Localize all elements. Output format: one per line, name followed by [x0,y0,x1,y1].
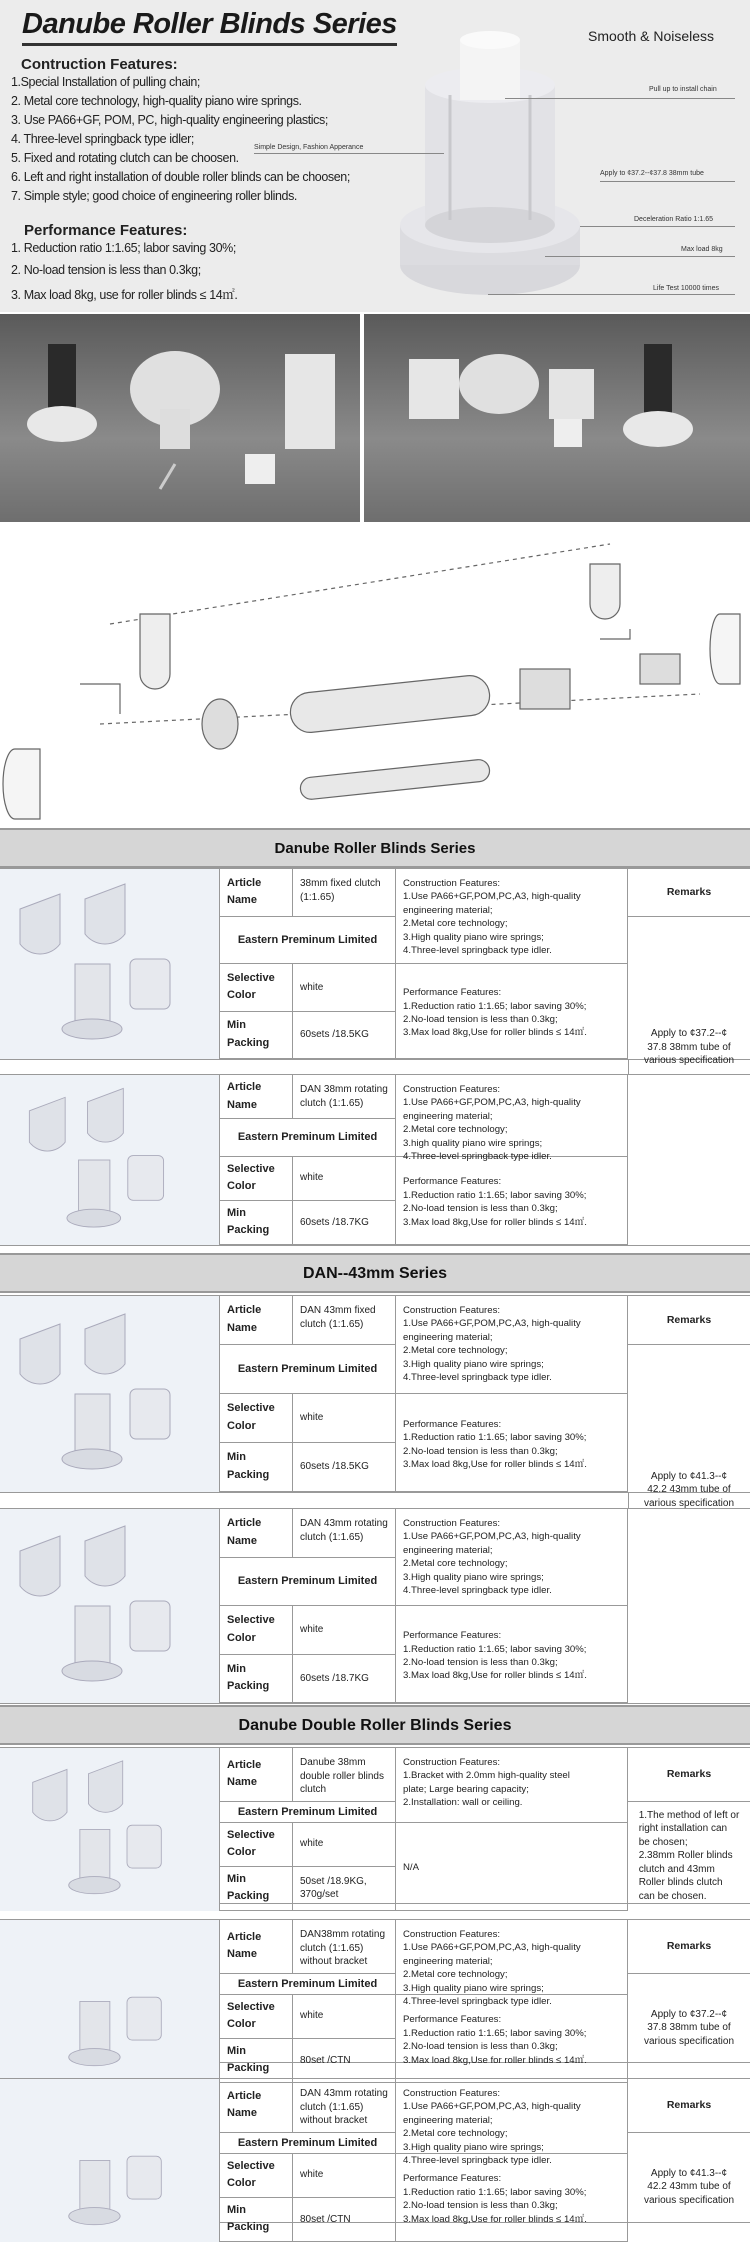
section-header: DAN--43mm Series [0,1253,750,1293]
article-name-label: Article Name [220,2079,293,2133]
construction-item: 5. Fixed and rotating clutch can be choosen. [11,151,239,165]
performance-features: Performance Features: 1.Reduction ratio 1:1.65; labor saving 30%; 2.No-load tension is less than 0.3kg; 3.Max load 8kg,Use for roller blinds ≤ 14㎡. [396,1394,628,1492]
remarks-body: Apply to ¢37.2--¢ 37.8 38mm tube of various specification [643,2008,735,2047]
remarks-header: Remarks [628,869,750,917]
min-packing-label: Min Packing [220,2039,293,2083]
construction-item: 4. Three-level springback type idler; [11,132,194,146]
article-name-value: 38mm fixed clutch (1:1.65) [293,869,396,917]
performance-item: 3. Max load 8kg, use for roller blinds ≤ 14㎡. [11,288,238,302]
construction-item: 6. Left and right installation of double roller blinds can be choosen; [11,170,350,184]
remarks-header: Remarks [628,1296,750,1345]
selective-color-label: Selective Color [220,2154,293,2198]
product-row [0,1508,750,1704]
product-row [0,2078,750,2234]
article-name-value: DAN 38mm rotating clutch (1:1.65) [293,1075,396,1119]
min-packing-label: Min Packing [220,1443,293,1492]
article-name-label: Article Name [220,1920,293,1974]
construction-features: Construction Features: 1.Use PA66+GF,POM,PC,A3, high-quality engineering material; 2.Metal core technology; 3.High quality piano wire springs; 4.Three-level springback type idler. [396,1509,628,1606]
product-image [0,1920,220,2083]
selective-color-value: white [293,1157,396,1201]
selective-color-label: Selective Color [220,1995,293,2039]
construction-features: Construction Features: 1.Use PA66+GF,POM,PC,A3, high-quality engineering material; 2.Metal core technology; 3.High quality piano wire springs; 4.Three-level springback type idler. [396,1920,628,1995]
product-row [0,1747,750,1904]
min-packing-value: 60sets /18.7KG [293,1655,396,1704]
performance-features: Performance Features: 1.Reduction ratio 1:1.65; labor saving 30%; 2.No-load tension is less than 0.3kg; 3.Max load 8kg,Use for roller blinds ≤ 14㎡. [396,1157,628,1245]
article-name-value: DAN 43mm rotating clutch (1:1.65) without bracket [293,2079,396,2133]
construction-item: 3. Use PA66+GF, POM, PC, high-quality engineering plastics; [11,113,328,127]
company-name: Eastern Preminum Limited [220,1802,396,1823]
remarks-header: Remarks [628,1748,750,1802]
product-image [0,1296,220,1492]
construction-features: Construction Features: 1.Use PA66+GF,POM,PC,A3, high-quality engineering material; 2.Metal core technology; 3.High quality piano wire springs; 4.Three-level springback type idler. [396,1296,628,1394]
callout-pull-chain: Pull up to install chain [649,86,717,93]
selective-color-label: Selective Color [220,1606,293,1655]
section-header: Danube Double Roller Blinds Series [0,1705,750,1745]
construction-features: Construction Features: 1.Use PA66+GF,POM,PC,A3, high-quality engineering material; 2.Metal core technology; 3.high quality piano wire springs; 4.Three-level springback type idler. [396,1075,628,1157]
remarks-body [628,1558,750,1704]
assembly-diagram [0,524,750,826]
company-name: Eastern Preminum Limited [220,917,396,965]
company-name: Eastern Preminum Limited [220,1345,396,1394]
min-packing-label: Min Packing [220,2198,293,2242]
exploded-parts-photo-right [364,314,750,522]
performance-heading: Performance Features: [24,222,188,239]
remarks-header: Remarks [628,1920,750,1974]
selective-color-value: white [293,1995,396,2039]
selective-color-label: Selective Color [220,1394,293,1443]
article-name-label: Article Name [220,1509,293,1558]
min-packing-value: 50set /18.9KG, 370g/set [293,1867,396,1911]
company-name: Eastern Preminum Limited [220,1558,396,1607]
product-row [0,1919,750,2075]
article-name-value: Danube 38mm double roller blinds clutch [293,1748,396,1802]
company-name: Eastern Preminum Limited [220,1974,396,1995]
remarks-body [628,1119,750,1245]
selective-color-value: white [293,1823,396,1867]
selective-color-label: Selective Color [220,1823,293,1867]
product-row [0,1295,750,1493]
performance-features: Performance Features: 1.Reduction ratio 1:1.65; labor saving 30%; 2.No-load tension is less than 0.3kg; 3.Max load 8kg,Use for roller blinds ≤ 14㎡. [396,2154,628,2242]
min-packing-value: 80set /CTN [293,2039,396,2083]
min-packing-value: 80set /CTN [293,2198,396,2242]
performance-features: Performance Features: 1.Reduction ratio 1:1.65; labor saving 30%; 2.No-load tension is less than 0.3kg; 3.Max load 8kg,Use for roller blinds ≤ 14㎡. [396,1606,628,1703]
selective-color-value: white [293,2154,396,2198]
performance-item: 2. No-load tension is less than 0.3kg; [11,263,201,277]
article-name-label: Article Name [220,1748,293,1802]
clutch-parts-icon [0,1920,218,2083]
min-packing-label: Min Packing [220,1655,293,1704]
article-name-label: Article Name [220,1296,293,1345]
remarks-text: Apply to ¢41.3--¢ 42.2 43mm tube of various specification [643,1470,735,1509]
construction-item: 1.Special Installation of pulling chain; [11,75,200,89]
min-packing-label: Min Packing [220,1201,293,1245]
product-photos [0,314,750,522]
article-name-label: Article Name [220,869,293,917]
article-name-value: DAN38mm rotating clutch (1:1.65) without bracket [293,1920,396,1974]
callout-max-load: Max load 8kg [681,246,723,253]
callout-life-test: Life Test 10000 times [653,285,720,292]
product-row [0,1074,750,1246]
clutch-product-image [390,30,590,300]
remarks-text: Apply to ¢37.2--¢ 37.8 38mm tube of various specification [643,1028,735,1066]
construction-features: Construction Features: 1.Use PA66+GF,POM,PC,A3, high-quality engineering material; 2.Metal core technology; 3.High quality piano wire springs; 4.Three-level springback type idler. [396,869,628,964]
clutch-parts-icon [0,1296,218,1492]
selective-color-value: white [293,1606,396,1655]
selective-color-label: Selective Color [220,1157,293,1201]
performance-features: Performance Features: 1.Reduction ratio 1:1.65; labor saving 30%; 2.No-load tension is less than 0.3kg; 3.Max load 8kg,Use for roller blinds ≤ 14㎡. [396,1995,628,2083]
min-packing-value: 60sets /18.5KG [293,1443,396,1492]
callout-ratio: Deceleration Ratio 1:1.65 [634,216,713,223]
construction-item: 2. Metal core technology, high-quality piano wire springs. [11,94,302,108]
clutch-parts-icon [0,869,218,1059]
construction-features: Construction Features: 1.Bracket with 2.0mm high-quality steel plate; Large bearing capacity; 2.Installation: wall or ceiling. [396,1748,628,1823]
construction-features: Construction Features: 1.Use PA66+GF,POM,PC,A3, high-quality engineering material; 2.Metal core technology; 3.High quality piano wire springs; 4.Three-level springback type idler. [396,2079,628,2154]
callout-design: Simple Design, Fashion Apperance [254,144,364,151]
product-image [0,1075,220,1245]
remarks-body: 1.The method of left or right installation can be chosen; 2.38mm Roller blinds clutch and 43mm Roller blinds clutch can be chosen. [638,1809,740,1902]
performance-item: 1. Reduction ratio 1:1.65; labor saving 30%; [11,241,236,255]
company-name: Eastern Preminum Limited [220,1119,396,1156]
callout-apply: Apply to ¢37.2--¢37.8 38mm tube [600,170,704,177]
clutch-parts-icon [0,1509,218,1703]
selective-color-label: Selective Color [220,964,293,1012]
page-title: Danube Roller Blinds Series [22,8,397,46]
product-image [0,869,220,1059]
exploded-parts-photo-left [0,314,360,522]
product-image [0,1748,220,1911]
article-name-value: DAN 43mm rotating clutch (1:1.65) [293,1509,396,1558]
min-packing-label: Min Packing [220,1012,293,1060]
selective-color-value: white [293,964,396,1012]
article-name-label: Article Name [220,1075,293,1119]
remarks-header: Remarks [628,2079,750,2133]
min-packing-value: 60sets /18.5KG [293,1012,396,1060]
performance-features: Performance Features: 1.Reduction ratio 1:1.65; labor saving 30%; 2.No-load tension is less than 0.3kg; 3.Max load 8kg,Use for roller blinds ≤ 14㎡. [396,964,628,1059]
construction-item: 7. Simple style; good choice of engineering roller blinds. [11,189,298,203]
article-name-value: DAN 43mm fixed clutch (1:1.65) [293,1296,396,1345]
clutch-parts-icon [0,1075,218,1245]
tagline: Smooth & Noiseless [588,28,715,44]
min-packing-label: Min Packing [220,1867,293,1911]
clutch-parts-icon [0,2079,218,2242]
product-image [0,2079,220,2242]
construction-heading: Contruction Features: [21,56,178,73]
company-name: Eastern Preminum Limited [220,2133,396,2154]
remarks-blank [628,1075,750,1119]
performance-features: N/A [396,1823,628,1911]
min-packing-value: 60sets /18.7KG [293,1201,396,1245]
selective-color-value: white [293,1394,396,1443]
section-header: Danube Roller Blinds Series [0,828,750,868]
remarks-blank [628,1509,750,1558]
clutch-parts-icon [0,1748,218,1911]
feature-banner [0,0,750,312]
remarks-body: Apply to ¢41.3--¢ 42.2 43mm tube of various specification [643,2167,735,2206]
product-image [0,1509,220,1703]
